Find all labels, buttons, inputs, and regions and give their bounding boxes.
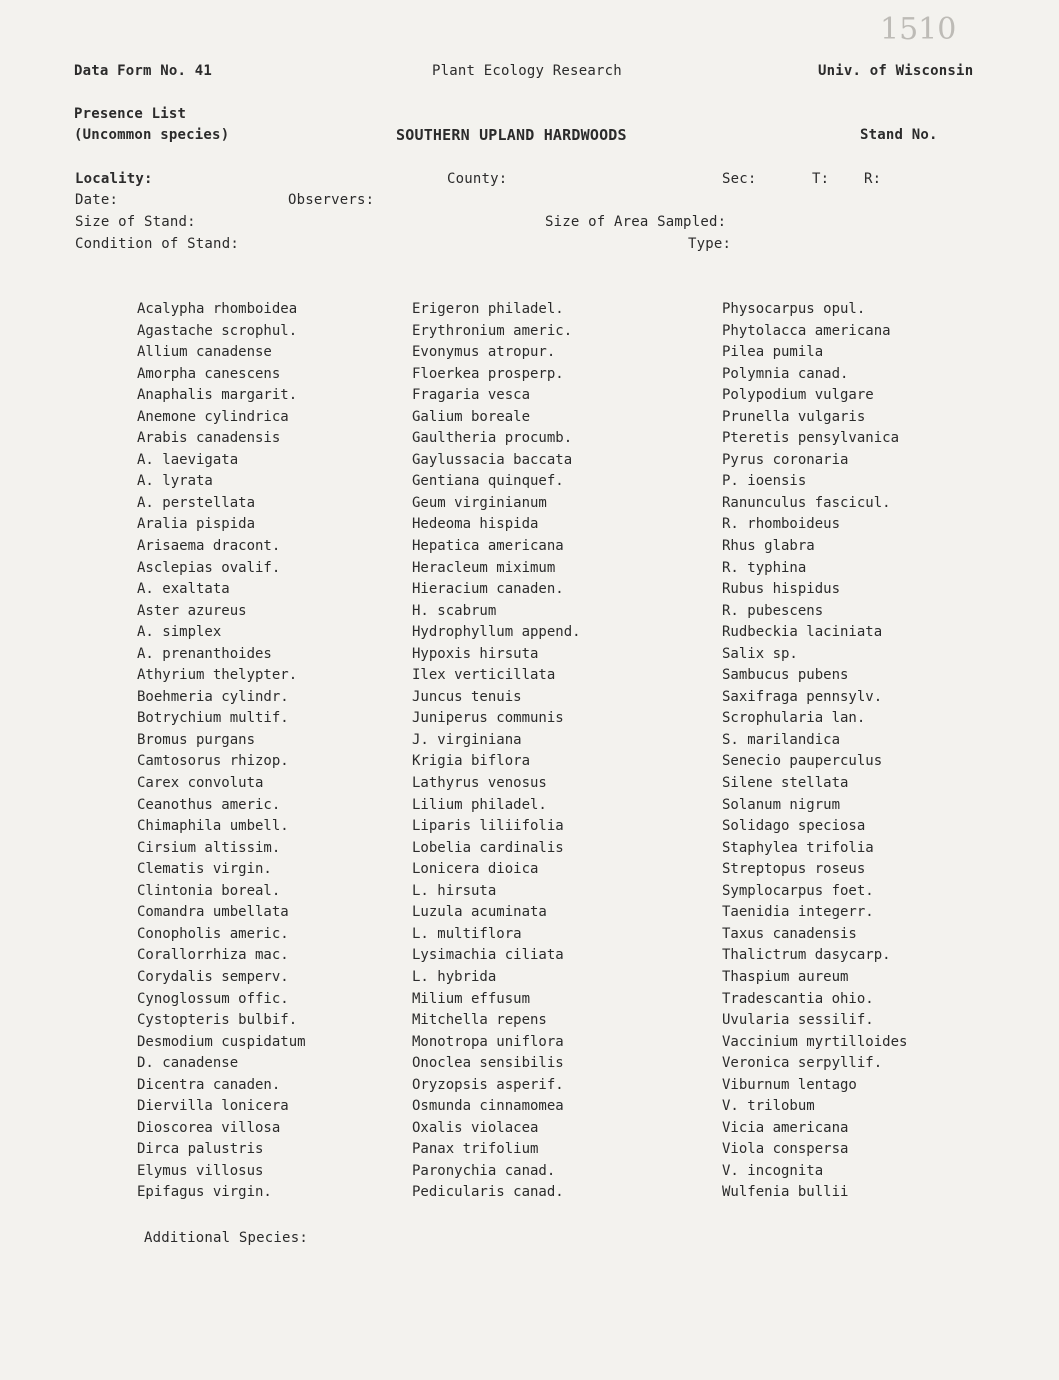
species-item: Solanum nigrum — [722, 796, 841, 813]
species-item: Polypodium vulgare — [722, 387, 874, 404]
locality-label: Locality: — [75, 171, 153, 187]
species-item: Rudbeckia laciniata — [722, 624, 883, 641]
species-item: Rubus hispidus — [722, 581, 841, 598]
species-item: Anaphalis margarit. — [137, 387, 298, 404]
species-item: Krigia biflora — [412, 753, 531, 770]
species-column-1 — [137, 299, 306, 1204]
species-item: Streptopus roseus — [722, 861, 866, 878]
species-item: Lathyrus venosus — [412, 775, 547, 792]
species-item: R. typhina — [722, 559, 807, 576]
species-item: H. scabrum — [412, 602, 497, 619]
species-item: Fragaria vesca — [412, 387, 531, 404]
species-item: Agastache scrophul. — [137, 322, 298, 339]
species-item: Erythronium americ. — [412, 322, 573, 339]
species-item: Hieracium canaden. — [412, 581, 564, 598]
presence-list-label: Presence List — [74, 106, 187, 122]
species-item: Pteretis pensylvanica — [722, 430, 900, 447]
species-item: Lilium philadel. — [412, 796, 547, 813]
species-item: Boehmeria cylindr. — [137, 688, 289, 705]
species-item: Tradescantia ohio. — [722, 990, 874, 1007]
species-item: Clematis virgin. — [137, 861, 272, 878]
species-item: Aralia pispida — [137, 516, 256, 533]
species-item: Botrychium multif. — [137, 710, 289, 727]
species-item: D. canadense — [137, 1055, 239, 1072]
species-item: Veronica serpyllif. — [722, 1055, 883, 1072]
r-label: R: — [864, 171, 882, 187]
species-item: Sambucus pubens — [722, 667, 849, 684]
species-item: Elymus villosus — [137, 1162, 264, 1179]
species-item: Conopholis americ. — [137, 925, 289, 942]
species-item: J. virginiana — [412, 731, 522, 748]
species-item: Gaylussacia baccata — [412, 451, 573, 468]
species-item: Rhus glabra — [722, 538, 815, 555]
species-item: Scrophularia lan. — [722, 710, 866, 727]
species-item: S. marilandica — [722, 731, 841, 748]
species-item: Cystopteris bulbif. — [137, 1012, 298, 1029]
species-item: Paronychia canad. — [412, 1162, 556, 1179]
additional-species-label: Additional Species: — [144, 1230, 308, 1246]
species-item: Allium canadense — [137, 344, 272, 361]
species-item: R. rhomboideus — [722, 516, 841, 533]
species-item: Dicentra canaden. — [137, 1076, 281, 1093]
species-item: Corydalis semperv. — [137, 968, 289, 985]
species-item: Oxalis violacea — [412, 1119, 539, 1136]
species-item: Viburnum lentago — [722, 1076, 857, 1093]
page-title: SOUTHERN UPLAND HARDWOODS — [396, 126, 627, 144]
species-item: Evonymus atropur. — [412, 344, 556, 361]
species-item: Cirsium altissim. — [137, 839, 281, 856]
species-item: Wulfenia bullii — [722, 1184, 849, 1201]
species-item: Camtosorus rhizop. — [137, 753, 289, 770]
species-item: Panax trifolium — [412, 1141, 539, 1158]
species-item: Staphylea trifolia — [722, 839, 874, 856]
organization: Plant Ecology Research — [432, 63, 622, 79]
species-item: Monotropa uniflora — [412, 1033, 564, 1050]
species-item: Ilex verticillata — [412, 667, 556, 684]
species-item: Milium effusum — [412, 990, 531, 1007]
species-item: Lonicera dioica — [412, 861, 539, 878]
species-item: Juniperus communis — [412, 710, 564, 727]
species-item: Mitchella repens — [412, 1012, 547, 1029]
species-item: Hepatica americana — [412, 538, 564, 555]
species-item: Hypoxis hirsuta — [412, 645, 539, 662]
species-item: Bromus purgans — [137, 731, 256, 748]
species-column-2 — [412, 299, 581, 1204]
species-item: Epifagus virgin. — [137, 1184, 272, 1201]
species-item: Dirca palustris — [137, 1141, 264, 1158]
species-item: Salix sp. — [722, 645, 798, 662]
species-item: Taenidia integerr. — [722, 904, 874, 921]
species-item: Oryzopsis asperif. — [412, 1076, 564, 1093]
species-item: Aster azureus — [137, 602, 247, 619]
species-item: Gaultheria procumb. — [412, 430, 573, 447]
species-item: Pedicularis canad. — [412, 1184, 564, 1201]
species-item: Asclepias ovalif. — [137, 559, 281, 576]
species-item: Corallorrhiza mac. — [137, 947, 289, 964]
species-item: Lysimachia ciliata — [412, 947, 564, 964]
species-item: Polymnia canad. — [722, 365, 849, 382]
species-item: Arisaema dracont. — [137, 538, 281, 555]
t-label: T: — [812, 171, 830, 187]
species-item: Solidago speciosa — [722, 818, 866, 835]
species-item: V. trilobum — [722, 1098, 815, 1115]
species-item: A. perstellata — [137, 494, 256, 511]
species-item: Vicia americana — [722, 1119, 849, 1136]
species-item: Floerkea prosperp. — [412, 365, 564, 382]
species-item: Onoclea sensibilis — [412, 1055, 564, 1072]
species-item: Luzula acuminata — [412, 904, 547, 921]
species-item: Erigeron philadel. — [412, 301, 564, 317]
species-item: Viola conspersa — [722, 1141, 849, 1158]
species-item: Gentiana quinquef. — [412, 473, 564, 490]
species-item: A. lyrata — [137, 473, 213, 490]
form-number: Data Form No. 41 — [74, 63, 213, 79]
species-item: A. prenanthoides — [137, 645, 272, 662]
date-label: Date: — [75, 192, 119, 208]
species-item: Pilea pumila — [722, 344, 824, 361]
species-item: Vaccinium myrtilloides — [722, 1033, 908, 1050]
species-item: Pyrus coronaria — [722, 451, 849, 468]
species-item: P. ioensis — [722, 473, 807, 490]
pencil-number: 1510 — [880, 12, 957, 47]
species-item: Symplocarpus foet. — [722, 882, 874, 899]
sec-label: Sec: — [722, 171, 757, 187]
species-item: A. laevigata — [137, 451, 239, 468]
species-item: Silene stellata — [722, 775, 849, 792]
species-item: Heracleum miximum — [412, 559, 556, 576]
species-column-3 — [722, 299, 907, 1204]
species-item: A. simplex — [137, 624, 222, 641]
species-item: L. multiflora — [412, 925, 522, 942]
species-item: Amorpha canescens — [137, 365, 281, 382]
species-item: Taxus canadensis — [722, 925, 857, 942]
species-item: Acalypha rhomboidea — [137, 301, 298, 317]
species-item: Desmodium cuspidatum — [137, 1033, 306, 1050]
species-item: Phytolacca americana — [722, 322, 891, 339]
species-item: Physocarpus opul. — [722, 301, 866, 317]
species-item: Thalictrum dasycarp. — [722, 947, 891, 964]
species-item: Galium boreale — [412, 408, 531, 425]
size-of-area-label: Size of Area Sampled: — [545, 214, 727, 230]
species-item: Anemone cylindrica — [137, 408, 289, 425]
type-label: Type: — [688, 236, 732, 252]
species-item: Arabis canadensis — [137, 430, 281, 447]
species-item: Athyrium thelypter. — [137, 667, 298, 684]
species-item: Senecio pauperculus — [722, 753, 883, 770]
uncommon-species-label: (Uncommon species) — [74, 127, 230, 143]
species-item: Prunella vulgaris — [722, 408, 866, 425]
species-item: Lobelia cardinalis — [412, 839, 564, 856]
size-of-stand-label: Size of Stand: — [75, 214, 196, 230]
species-item: Chimaphila umbell. — [137, 818, 289, 835]
species-item: Osmunda cinnamomea — [412, 1098, 564, 1115]
species-item: Hedeoma hispida — [412, 516, 539, 533]
species-item: Thaspium aureum — [722, 968, 849, 985]
species-item: Geum virginianum — [412, 494, 547, 511]
species-item: L. hirsuta — [412, 882, 497, 899]
species-item: Carex convoluta — [137, 775, 264, 792]
species-item: Liparis liliifolia — [412, 818, 564, 835]
species-item: Dioscorea villosa — [137, 1119, 281, 1136]
species-item: Cynoglossum offic. — [137, 990, 289, 1007]
species-item: Ranunculus fascicul. — [722, 494, 891, 511]
species-item: V. incognita — [722, 1162, 824, 1179]
species-item: Ceanothus americ. — [137, 796, 281, 813]
species-item: A. exaltata — [137, 581, 230, 598]
species-item: L. hybrida — [412, 968, 497, 985]
species-item: R. pubescens — [722, 602, 824, 619]
condition-label: Condition of Stand: — [75, 236, 239, 252]
species-item: Uvularia sessilif. — [722, 1012, 874, 1029]
university: Univ. of Wisconsin — [818, 63, 974, 79]
stand-no-label: Stand No. — [860, 127, 938, 143]
species-item: Juncus tenuis — [412, 688, 522, 705]
species-item: Diervilla lonicera — [137, 1098, 289, 1115]
county-label: County: — [447, 171, 508, 187]
species-item: Comandra umbellata — [137, 904, 289, 921]
species-item: Saxifraga pennsylv. — [722, 688, 883, 705]
species-item: Clintonia boreal. — [137, 882, 281, 899]
species-item: Hydrophyllum append. — [412, 624, 581, 641]
observers-label: Observers: — [288, 192, 375, 208]
